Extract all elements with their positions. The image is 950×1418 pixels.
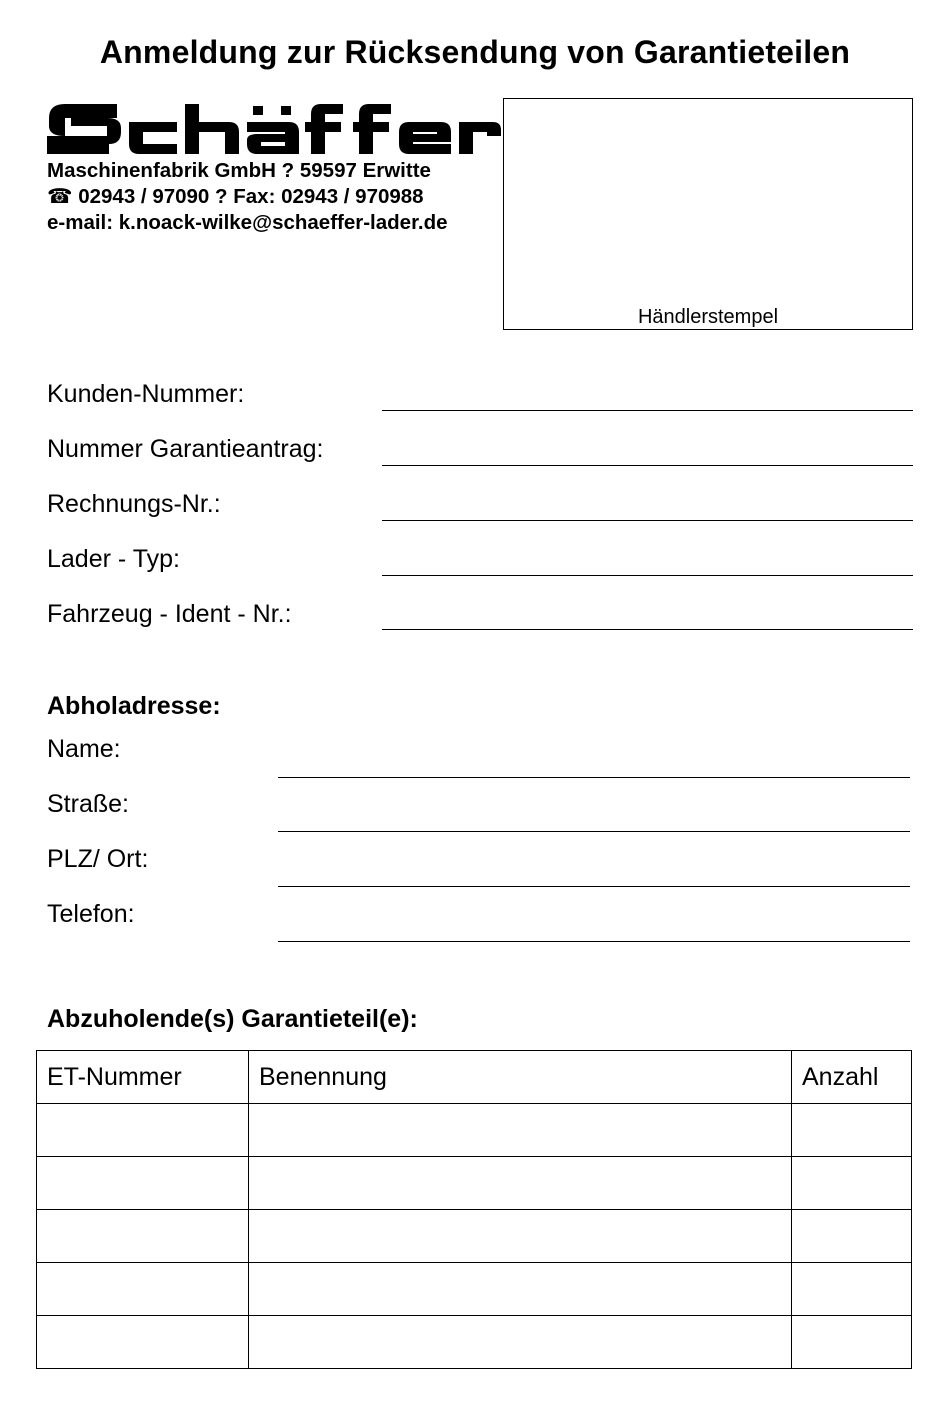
parts-heading: Abzuholende(s) Garantieteil(e): bbox=[47, 1005, 418, 1033]
document-title: Anmeldung zur Rücksendung von Garantieteilen bbox=[99, 34, 851, 70]
column-header-et-nummer: ET-Nummer bbox=[37, 1051, 249, 1104]
name-label: Name: bbox=[47, 735, 121, 763]
plz-ort-label: PLZ/ Ort: bbox=[47, 845, 149, 873]
strasse-label: Straße: bbox=[47, 790, 129, 818]
lader-typ-field[interactable] bbox=[382, 575, 913, 576]
company-address: Maschinenfabrik GmbH ? 59597 Erwitte bbox=[47, 159, 431, 182]
table-row bbox=[37, 1157, 912, 1210]
table-row bbox=[37, 1316, 912, 1369]
garantieantrag-field[interactable] bbox=[382, 465, 913, 466]
lader-typ-label: Lader - Typ: bbox=[47, 545, 180, 573]
company-info bbox=[47, 158, 448, 236]
et-nummer-cell[interactable] bbox=[37, 1263, 249, 1316]
rechnungs-nr-field[interactable] bbox=[382, 520, 913, 521]
company-email: e-mail: k.noack-wilke@schaeffer-lader.de bbox=[47, 211, 448, 234]
table-row bbox=[37, 1210, 912, 1263]
schaeffer-logo bbox=[47, 100, 502, 158]
parts-table bbox=[36, 1050, 912, 1369]
anzahl-cell[interactable] bbox=[792, 1157, 912, 1210]
column-header-benennung: Benennung bbox=[249, 1051, 792, 1104]
et-nummer-cell[interactable] bbox=[37, 1104, 249, 1157]
telefon-label: Telefon: bbox=[47, 900, 135, 928]
et-nummer-cell[interactable] bbox=[37, 1157, 249, 1210]
anzahl-cell[interactable] bbox=[792, 1210, 912, 1263]
telefon-field[interactable] bbox=[278, 941, 910, 942]
strasse-field[interactable] bbox=[278, 831, 910, 832]
anzahl-cell[interactable] bbox=[792, 1104, 912, 1157]
benennung-cell[interactable] bbox=[249, 1263, 792, 1316]
benennung-cell[interactable] bbox=[249, 1157, 792, 1210]
name-field[interactable] bbox=[278, 777, 910, 778]
column-header-anzahl: Anzahl bbox=[792, 1051, 912, 1104]
fahrzeug-ident-field[interactable] bbox=[382, 629, 913, 630]
anzahl-cell[interactable] bbox=[792, 1316, 912, 1369]
dealer-stamp-label: Händlerstempel bbox=[637, 306, 779, 328]
plz-ort-field[interactable] bbox=[278, 886, 910, 887]
et-nummer-cell[interactable] bbox=[37, 1316, 249, 1369]
dealer-stamp-box[interactable] bbox=[503, 98, 913, 330]
kunden-nummer-label: Kunden-Nummer: bbox=[47, 380, 245, 408]
parts-table-header bbox=[37, 1051, 912, 1104]
benennung-cell[interactable] bbox=[249, 1104, 792, 1157]
anzahl-cell[interactable] bbox=[792, 1263, 912, 1316]
kunden-nummer-field[interactable] bbox=[382, 410, 913, 411]
garantieantrag-label: Nummer Garantieantrag: bbox=[47, 435, 324, 463]
benennung-cell[interactable] bbox=[249, 1316, 792, 1369]
et-nummer-cell[interactable] bbox=[37, 1210, 249, 1263]
company-phone-fax: ☎ 02943 / 97090 ? Fax: 02943 / 970988 bbox=[47, 185, 424, 208]
benennung-cell[interactable] bbox=[249, 1210, 792, 1263]
pickup-address-heading: Abholadresse: bbox=[47, 692, 221, 720]
table-row bbox=[37, 1104, 912, 1157]
table-row bbox=[37, 1263, 912, 1316]
rechnungs-nr-label: Rechnungs-Nr.: bbox=[47, 490, 221, 518]
fahrzeug-ident-label: Fahrzeug - Ident - Nr.: bbox=[47, 600, 292, 628]
